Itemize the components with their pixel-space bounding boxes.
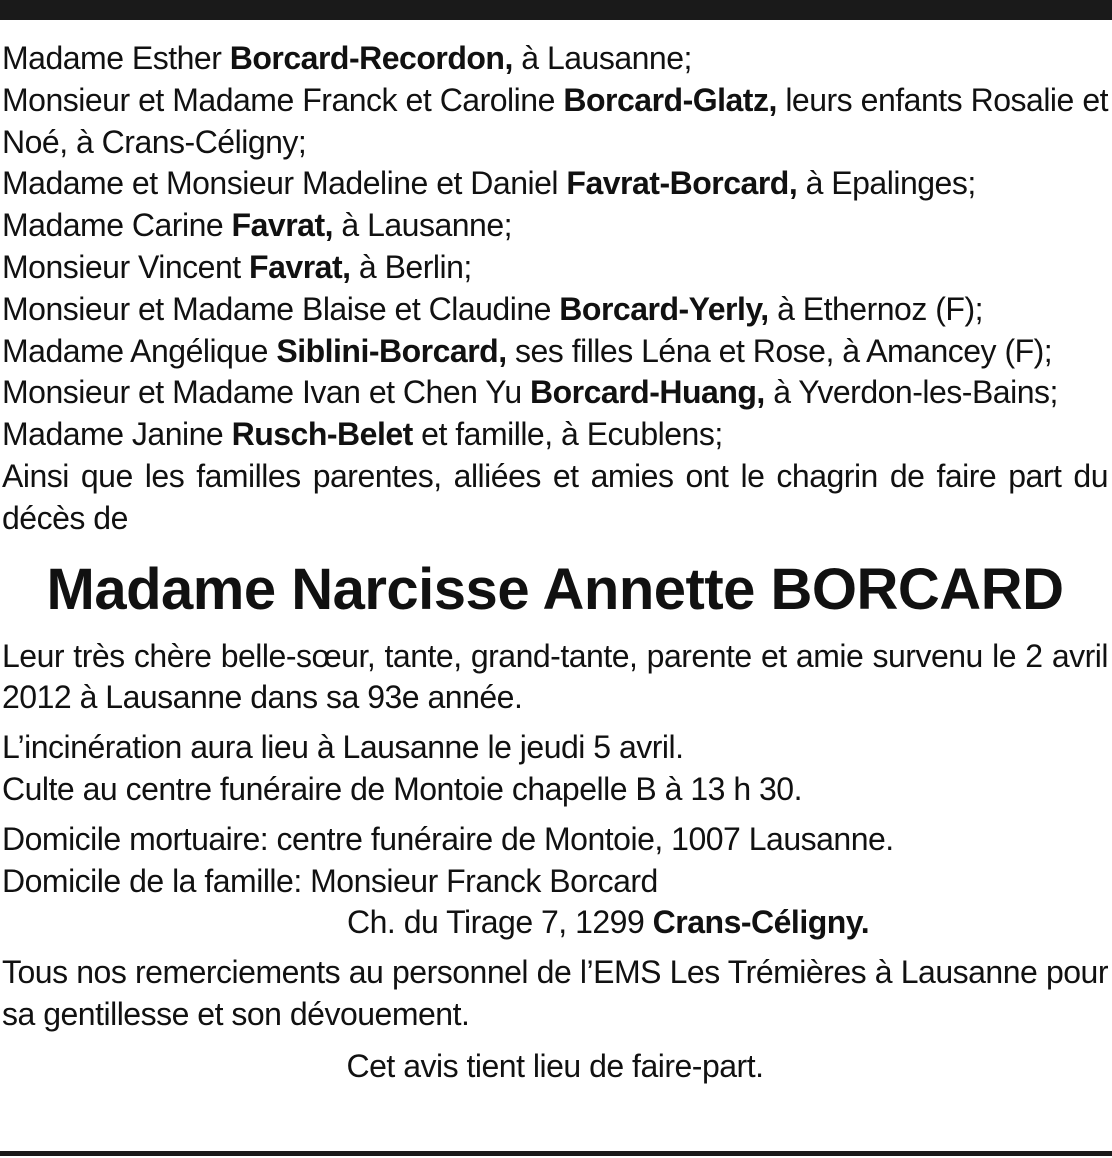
bottom-rule	[0, 1151, 1112, 1156]
top-rule	[0, 0, 1112, 20]
family-line: Madame Angélique Siblini-Borcard, ses filles Léna et Rose, à Amancey (F);	[2, 332, 1053, 369]
family-address-label: Domicile de la famille: Monsieur Franck Borcard	[2, 862, 658, 899]
ceremony-line: L’incinération aura lieu à Lausanne le jeudi 5 avril.	[2, 729, 684, 766]
closing-text: Cet avis tient lieu de faire-part.	[346, 1047, 764, 1084]
thanks-text: Tous nos remerciements au personnel de l’EMS Les Trémières à Lausanne pour sa gentillesse et son dévouement.	[2, 954, 1108, 1032]
family-line: Madame et Monsieur Madeline et Daniel Favrat-Borcard, à Epalinges;	[2, 165, 976, 202]
relation-text: Leur très chère belle-sœur, tante, grand-tante, parente et amie survenu le 2 avril 2012 à Lausanne dans sa 93e année.	[2, 637, 1108, 716]
mortuary-address: Domicile mortuaire: centre funéraire de Montoie, 1007 Lausanne.	[2, 820, 894, 857]
family-line: Monsieur et Madame Ivan et Chen Yu Borcard-Huang, à Yverdon-les-Bains;	[2, 374, 1058, 411]
family-line: Madame Carine Favrat, à Lausanne;	[2, 207, 513, 244]
family-line: Madame Janine Rusch-Belet et famille, à Ecublens;	[2, 416, 723, 453]
family-line: Madame Esther Borcard-Recordon, à Lausanne;	[2, 40, 692, 76]
family-line: Monsieur et Madame Blaise et Claudine Borcard-Yerly, à Ethernoz (F);	[2, 290, 983, 327]
intro-text: Ainsi que les familles parentes, alliées et amies ont le chagrin de faire part du décès de	[2, 457, 1108, 536]
ceremony-line: Culte au centre funéraire de Montoie chapelle B à 13 h 30.	[2, 770, 802, 807]
deceased-name: Madame Narcisse Annette BORCARD	[46, 556, 1064, 622]
family-line: Monsieur et Madame Franck et Caroline Borcard-Glatz, leurs enfants Rosalie et Noé, à Crans-Céligny;	[2, 81, 1109, 160]
death-notice	[2, 38, 1108, 1088]
family-address-city: Crans-Céligny.	[652, 904, 870, 941]
family-line: Monsieur Vincent Favrat, à Berlin;	[2, 248, 472, 285]
family-address-street: Ch. du Tirage 7, 1299 Crans-Céligny.	[347, 904, 870, 941]
